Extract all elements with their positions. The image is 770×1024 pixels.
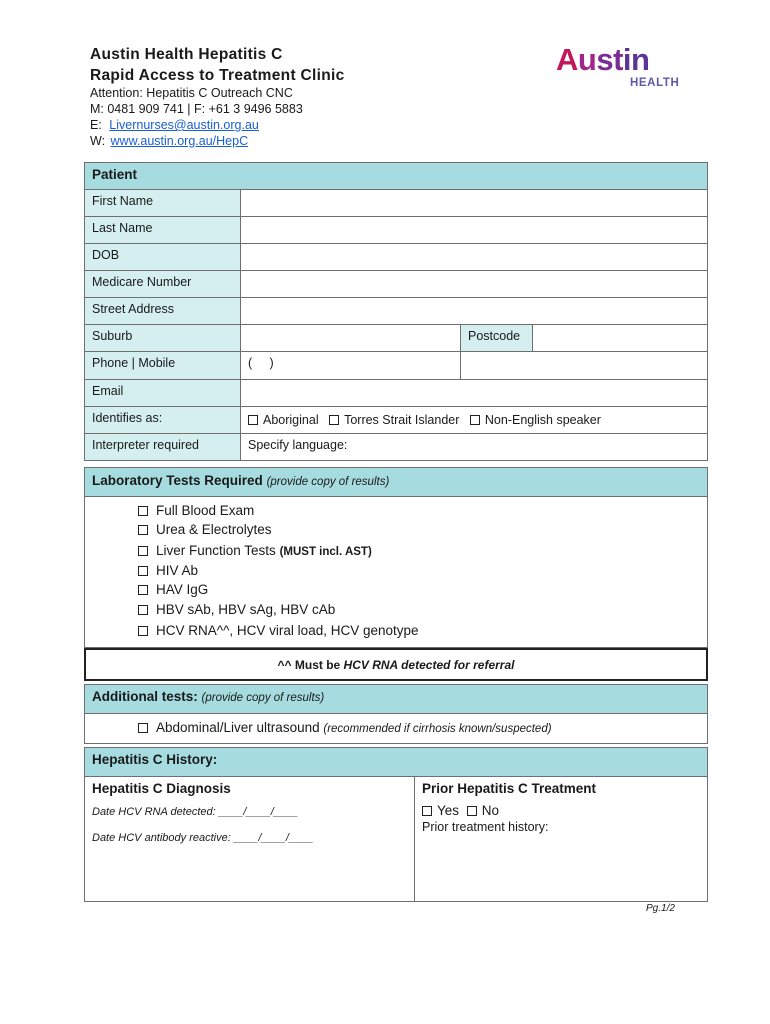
- web-prefix: W:: [90, 134, 106, 148]
- web-line: [90, 133, 248, 149]
- mobile-field[interactable]: [460, 351, 708, 380]
- ue-checkbox[interactable]: [138, 525, 148, 535]
- patient-section-heading: Patient: [84, 162, 708, 190]
- history-section-heading: Hepatitis C History:: [84, 747, 708, 777]
- lab-item-hbv[interactable]: HBV sAb, HBV sAg, HBV cAb: [138, 600, 335, 620]
- nonenglish-checkbox[interactable]: [470, 415, 480, 425]
- aboriginal-checkbox[interactable]: [248, 415, 258, 425]
- treatment-heading: Prior Hepatitis C Treatment: [422, 781, 597, 796]
- medicare-label: Medicare Number: [84, 270, 241, 298]
- postcode-field[interactable]: [532, 324, 708, 352]
- email-line: [90, 117, 259, 133]
- referral-note-box: ^^ Must be HCV RNA detected for referral: [84, 648, 708, 681]
- interpreter-label: Interpreter required: [84, 433, 241, 461]
- first-name-label: First Name: [84, 189, 241, 217]
- phone-label: Phone | Mobile: [84, 351, 241, 380]
- treatment-panel: [414, 776, 708, 902]
- nonenglish-option[interactable]: Non-English speaker: [470, 413, 601, 427]
- phone-fax-line: M: 0481 909 741 | F: +61 3 9496 5883: [90, 102, 303, 116]
- lab-item-hav[interactable]: HAV IgG: [138, 580, 208, 600]
- form-title-line2: Rapid Access to Treatment Clinic: [90, 67, 345, 84]
- suburb-label: Suburb: [84, 324, 241, 352]
- lab-item-hcv[interactable]: HCV RNA^^, HCV viral load, HCV genotype: [138, 621, 419, 641]
- ultrasound-checkbox[interactable]: [138, 723, 148, 733]
- hbv-checkbox[interactable]: [138, 605, 148, 615]
- lab-section-heading: Laboratory Tests Required (provide copy of results): [84, 467, 708, 497]
- identifies-options: [240, 406, 708, 434]
- page-number: Pg.1/2: [646, 903, 675, 914]
- additional-section-heading: Additional tests: (provide copy of results): [84, 684, 708, 714]
- specify-language-field[interactable]: Specify language:: [240, 433, 708, 461]
- attention-line: Attention: Hepatitis C Outreach CNC: [90, 86, 293, 100]
- lab-item-ue[interactable]: Urea & Electrolytes: [138, 520, 272, 540]
- last-name-label: Last Name: [84, 216, 241, 244]
- lab-item-fbe[interactable]: Full Blood Exam: [138, 501, 254, 521]
- suburb-field[interactable]: [240, 324, 461, 352]
- lab-item-lft[interactable]: Liver Function Tests (MUST incl. AST): [138, 541, 372, 562]
- torres-option[interactable]: Torres Strait Islander: [329, 413, 459, 427]
- antibody-reactive-field[interactable]: Date HCV antibody reactive: ____/____/____: [92, 832, 314, 844]
- diagnosis-heading: Hepatitis C Diagnosis: [92, 781, 231, 796]
- yes-no-options: [422, 803, 700, 818]
- ultrasound-item[interactable]: Abdominal/Liver ultrasound (recommended if cirrhosis known/suspected): [138, 718, 552, 739]
- yes-checkbox[interactable]: [422, 806, 432, 816]
- lft-checkbox[interactable]: [138, 546, 148, 556]
- rna-detected-field[interactable]: Date HCV RNA detected: ____/____/____: [92, 806, 299, 818]
- yes-option[interactable]: Yes: [422, 803, 459, 818]
- identifies-label: Identifies as:: [84, 406, 241, 434]
- hcv-checkbox[interactable]: [138, 626, 148, 636]
- austin-health-logo: Austin: [556, 42, 650, 77]
- first-name-field[interactable]: [240, 189, 708, 217]
- diagnosis-panel: [84, 776, 415, 902]
- postcode-label: Postcode: [460, 324, 533, 352]
- hiv-checkbox[interactable]: [138, 566, 148, 576]
- email-prefix: E:: [90, 118, 102, 132]
- form-title-line1: Austin Health Hepatitis C: [90, 46, 283, 63]
- email-field[interactable]: [240, 379, 708, 407]
- treatment-history-field[interactable]: Prior treatment history:: [422, 820, 549, 834]
- street-label: Street Address: [84, 297, 241, 325]
- email-label: Email: [84, 379, 241, 407]
- lab-item-hiv[interactable]: HIV Ab: [138, 561, 198, 581]
- fbe-checkbox[interactable]: [138, 506, 148, 516]
- web-link[interactable]: www.austin.org.au/HepC: [110, 134, 249, 148]
- medicare-field[interactable]: [240, 270, 708, 298]
- logo-subtitle: HEALTH: [630, 77, 680, 89]
- no-option[interactable]: No: [467, 803, 499, 818]
- email-link[interactable]: Livernurses@austin.org.au: [109, 118, 259, 132]
- aboriginal-option[interactable]: Aboriginal: [248, 413, 319, 427]
- lft-note: (MUST incl. AST): [279, 546, 372, 558]
- phone-field[interactable]: ( ): [240, 351, 461, 380]
- torres-checkbox[interactable]: [329, 415, 339, 425]
- ultrasound-note: (recommended if cirrhosis known/suspected): [323, 723, 552, 735]
- street-field[interactable]: [240, 297, 708, 325]
- last-name-field[interactable]: [240, 216, 708, 244]
- no-checkbox[interactable]: [467, 806, 477, 816]
- dob-label: DOB: [84, 243, 241, 271]
- hav-checkbox[interactable]: [138, 585, 148, 595]
- dob-field[interactable]: [240, 243, 708, 271]
